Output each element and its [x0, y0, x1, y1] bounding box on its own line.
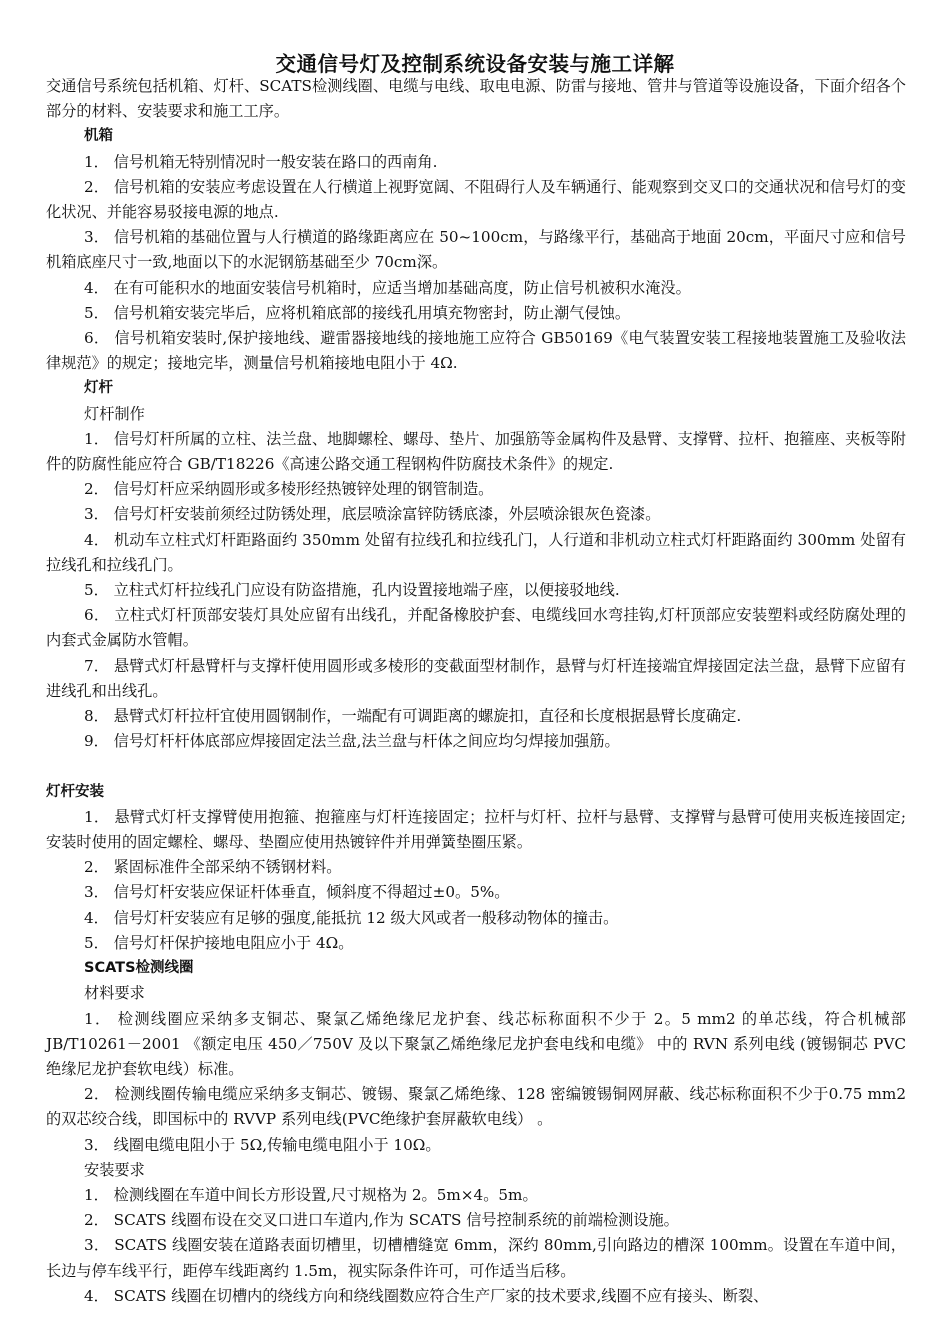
- list-item: 3． 线圈电缆电阻小于 5Ω,传输电缆电阻小于 10Ω。: [84, 1135, 441, 1154]
- list-item: 6． 立柱式灯杆顶部安装灯具处应留有出线孔，并配备橡胶护套、电缆线回水弯挂钩,灯杆顶部应安装塑料或经防腐处理的内套式金属防水管帽。: [46, 606, 906, 650]
- list-item: 2． 紧固标准件全部采纳不锈钢材料。: [84, 858, 342, 877]
- list-item: 9． 信号灯杆杆体底部应焊接固定法兰盘,法兰盘与杆体之间应均匀焊接加强筋。: [84, 732, 620, 751]
- list-item: 3． 信号机箱的基础位置与人行横道的路缘距离应在 50~100cm，与路缘平行，基础高于地面 20cm，平面尺寸应和信号机箱底座尺寸一致,地面以下的水泥钢筋基础至少 70cm深。: [46, 228, 906, 272]
- list-item: 3． 信号灯杆安装应保证杆体垂直，倾斜度不得超过±0。5%。: [84, 883, 510, 902]
- subheading-install: 安装要求: [84, 1160, 145, 1179]
- list-item: 1． 信号灯杆所属的立柱、法兰盘、地脚螺栓、螺母、垫片、加强筋等金属构件及悬臂、支撑臂、拉杆、抱箍座、夹板等附件的防腐性能应符合 GB/T18226《高速公路交通工程钢构件防腐技术条件》的规定.: [46, 429, 906, 474]
- list-item: 3． SCATS 线圈安装在道路表面切槽里，切槽槽缝宽 6mm，深约 80mm,引向路边的槽深 100mm。设置在车道中间，长边与停车线平行，距停车线距离约 1.5m，视实际条件许可，可作适当后移。: [46, 1236, 906, 1280]
- pole-install-list: [46, 805, 906, 956]
- list-item: 5． 信号机箱安装完毕后，应将机箱底部的接线孔用填充物密封，防止潮气侵蚀。: [84, 303, 631, 322]
- list-item: 7． 悬臂式灯杆悬臂杆与支撑杆使用圆形或多棱形的变截面型材制作，悬臂与灯杆连接端宜焊接固定法兰盘，悬臂下应留有进线孔和出线孔。: [46, 656, 906, 700]
- list-item: 4． 在有可能积水的地面安装信号机箱时，应适当增加基础高度，防止信号机被积水淹没。: [84, 278, 691, 297]
- scats-material-list: [46, 1007, 906, 1158]
- list-item: 8． 悬臂式灯杆拉杆宜使用圆钢制作，一端配有可调距离的螺旋扣，直径和长度根据悬臂长度确定.: [84, 707, 742, 726]
- scats-install-list: [46, 1183, 906, 1309]
- section-heading-pole: 灯杆: [84, 380, 113, 397]
- list-item: 2． SCATS 线圈布设在交叉口进口车道内,作为 SCATS 信号控制系统的前端检测设施。: [84, 1211, 679, 1230]
- spacer: [46, 754, 906, 779]
- list-item: 4． 机动车立柱式灯杆距路面约 350mm 处留有拉线孔和拉线孔门，人行道和非机动立柱式灯杆距路面约 300mm 处留有拉线孔和拉线孔门。: [46, 530, 906, 574]
- pole-list: [46, 427, 906, 755]
- document-body: [46, 74, 906, 1309]
- list-item: 3． 信号灯杆安装前须经过防锈处理，底层喷涂富锌防锈底漆，外层喷涂银灰色瓷漆。: [84, 505, 661, 524]
- section-heading-cabinet: 机箱: [84, 128, 113, 145]
- section-heading-pole-install: 灯杆安装: [46, 783, 104, 800]
- list-item: 5． 立柱式灯杆拉线孔门应设有防盗措施，孔内设置接地端子座，以便接驳地线.: [84, 581, 620, 600]
- list-item: 2． 检测线圈传输电缆应采纳多支铜芯、镀锡、聚氯乙烯绝缘、128 密编镀锡铜网屏蔽、线芯标称面积不少于0.75 mm2的双芯绞合线，即国标中的 RVVP 系列电线(PVC绝缘护套屏蔽软电线） 。: [46, 1085, 906, 1129]
- list-item: 1． 检测线圈在车道中间长方形设置,尺寸规格为 2。5m×4。5m。: [84, 1185, 538, 1204]
- list-item: 1． 检测线圈应采纳多支铜芯、聚氯乙烯绝缘尼龙护套、线芯标称面积不少于 2。5 mm2 的单芯线，符合机械部 JB/T10261－2001 《额定电压 450／750V 及以下聚氯乙烯绝缘尼龙护套电线和电缆》 中的 RVN 系列电线 (镀锡铜芯 PVC绝缘尼龙护套软电线）标准。: [46, 1009, 906, 1078]
- list-item: 4． 信号灯杆安装应有足够的强度,能抵抗 12 级大风或者一般移动物体的撞击。: [84, 908, 619, 927]
- intro-paragraph: 交通信号系统包括机箱、灯杆、SCATS检测线圈、电缆与电线、取电电源、防雷与接地、管井与管道等设施设备，下面介绍各个部分的材料、安装要求和施工工序。: [46, 77, 906, 121]
- list-item: 2． 信号灯杆应采纳圆形或多棱形经热镀锌处理的钢管制造。: [84, 480, 494, 499]
- cabinet-list: [46, 150, 906, 377]
- list-item: 1． 悬臂式灯杆支撑臂使用抱箍、抱箍座与灯杆连接固定；拉杆与灯杆、拉杆与悬臂、支撑臂与悬臂可使用夹板连接固定;安装时使用的固定螺栓、螺母、垫圈应使用热镀锌件并用弹簧垫圈压紧。: [46, 807, 906, 852]
- list-item: 4． SCATS 线圈在切槽内的绕线方向和绕线圈数应符合生产厂家的技术要求,线圈不应有接头、断裂、: [84, 1286, 769, 1305]
- subheading-material: 材料要求: [84, 984, 145, 1003]
- list-item: 1． 信号机箱无特别情况时一般安装在路口的西南角.: [84, 152, 438, 171]
- document-title: 交通信号灯及控制系统设备安装与施工详解: [275, 52, 675, 76]
- list-item: 2． 信号机箱的安装应考虑设置在人行横道上视野宽阔、不阻碍行人及车辆通行、能观察到交叉口的交通状况和信号灯的变化状况、并能容易驳接电源的地点.: [46, 177, 906, 222]
- section-heading-scats: SCATS检测线圈: [84, 960, 194, 977]
- list-item: 5． 信号灯杆保护接地电阻应小于 4Ω。: [84, 933, 354, 952]
- subheading-pole-making: 灯杆制作: [84, 404, 145, 423]
- list-item: 6． 信号机箱安装时,保护接地线、避雷器接地线的接地施工应符合 GB50169《电气装置安装工程接地装置施工及验收法律规范》的规定；接地完毕，测量信号机箱接地电阻小于 4Ω.: [46, 329, 906, 373]
